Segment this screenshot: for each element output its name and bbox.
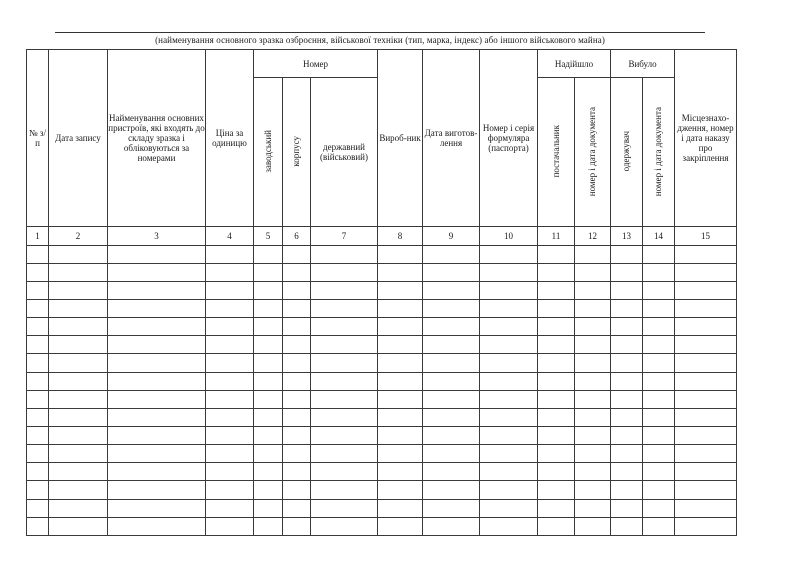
table-cell[interactable] xyxy=(378,300,423,318)
table-cell[interactable] xyxy=(311,463,378,481)
table-cell[interactable] xyxy=(675,300,737,318)
table-cell[interactable] xyxy=(423,499,480,517)
table-cell[interactable] xyxy=(108,463,206,481)
table-cell[interactable] xyxy=(378,336,423,354)
header-form-number: Номер і серія формуляра (паспорта) xyxy=(480,50,538,227)
table-cell[interactable] xyxy=(575,408,611,426)
table-cell[interactable] xyxy=(538,245,575,263)
table-cell[interactable] xyxy=(643,517,675,535)
header-departed-document: номер і дата документа xyxy=(643,78,675,227)
table-cell[interactable] xyxy=(575,445,611,463)
column-number-cell: 5 xyxy=(254,227,283,245)
header-device-name: Найменування основних пристроїв, які входять до складу зразка і обліковуються за номерами xyxy=(108,50,206,227)
table-cell[interactable] xyxy=(480,318,538,336)
table-cell[interactable] xyxy=(480,426,538,444)
table-cell[interactable] xyxy=(283,372,311,390)
table-cell[interactable] xyxy=(675,263,737,281)
header-entry-date: Дата запису xyxy=(49,50,108,227)
table-cell[interactable] xyxy=(611,300,643,318)
table-cell[interactable] xyxy=(206,372,254,390)
table-cell[interactable] xyxy=(108,481,206,499)
table-cell[interactable] xyxy=(575,245,611,263)
column-number-cell: 2 xyxy=(49,227,108,245)
table-cell[interactable] xyxy=(675,245,737,263)
table-cell[interactable] xyxy=(575,426,611,444)
table-cell[interactable] xyxy=(283,390,311,408)
table-cell[interactable] xyxy=(27,354,49,372)
table-cell[interactable] xyxy=(283,354,311,372)
table-cell[interactable] xyxy=(108,445,206,463)
table-cell[interactable] xyxy=(311,245,378,263)
table-cell[interactable] xyxy=(378,318,423,336)
table-cell[interactable] xyxy=(206,517,254,535)
table-cell[interactable] xyxy=(423,245,480,263)
table-row xyxy=(27,408,737,426)
table-cell[interactable] xyxy=(206,445,254,463)
table-cell[interactable] xyxy=(643,499,675,517)
table-cell[interactable] xyxy=(611,263,643,281)
table-cell[interactable] xyxy=(108,354,206,372)
table-cell[interactable] xyxy=(49,281,108,299)
table-cell[interactable] xyxy=(254,481,283,499)
table-cell[interactable] xyxy=(480,390,538,408)
table-cell[interactable] xyxy=(423,300,480,318)
table-row xyxy=(27,263,737,281)
table-cell[interactable] xyxy=(643,481,675,499)
table-cell[interactable] xyxy=(49,463,108,481)
table-cell[interactable] xyxy=(480,408,538,426)
table-cell[interactable] xyxy=(254,372,283,390)
table-row xyxy=(27,426,737,444)
table-cell[interactable] xyxy=(423,281,480,299)
table-cell[interactable] xyxy=(206,481,254,499)
table-cell[interactable] xyxy=(675,426,737,444)
table-cell[interactable] xyxy=(611,372,643,390)
table-cell[interactable] xyxy=(675,481,737,499)
table-cell[interactable] xyxy=(611,318,643,336)
table-cell[interactable] xyxy=(538,263,575,281)
column-number-cell: 4 xyxy=(206,227,254,245)
column-number-cell: 14 xyxy=(643,227,675,245)
table-cell[interactable] xyxy=(283,463,311,481)
table-cell[interactable] xyxy=(49,445,108,463)
table-row xyxy=(27,445,737,463)
table-cell[interactable] xyxy=(254,390,283,408)
table-cell[interactable] xyxy=(575,372,611,390)
table-cell[interactable] xyxy=(675,463,737,481)
table-cell[interactable] xyxy=(675,445,737,463)
table-cell[interactable] xyxy=(254,517,283,535)
table-cell[interactable] xyxy=(27,481,49,499)
table-cell[interactable] xyxy=(254,499,283,517)
table-cell[interactable] xyxy=(480,336,538,354)
table-cell[interactable] xyxy=(27,245,49,263)
table-cell[interactable] xyxy=(480,517,538,535)
table-cell[interactable] xyxy=(643,408,675,426)
table-cell[interactable] xyxy=(378,426,423,444)
table-cell[interactable] xyxy=(378,245,423,263)
table-cell[interactable] xyxy=(538,426,575,444)
table-cell[interactable] xyxy=(675,281,737,299)
table-cell[interactable] xyxy=(311,426,378,444)
table-cell[interactable] xyxy=(108,499,206,517)
table-cell[interactable] xyxy=(423,481,480,499)
table-cell[interactable] xyxy=(283,445,311,463)
table-cell[interactable] xyxy=(675,517,737,535)
table-cell[interactable] xyxy=(254,336,283,354)
table-cell[interactable] xyxy=(206,300,254,318)
table-cell[interactable] xyxy=(283,481,311,499)
column-number-cell: 10 xyxy=(480,227,538,245)
table-cell[interactable] xyxy=(538,336,575,354)
table-row xyxy=(27,463,737,481)
table-cell[interactable] xyxy=(283,408,311,426)
table-cell[interactable] xyxy=(378,463,423,481)
table-cell[interactable] xyxy=(423,318,480,336)
column-number-cell: 13 xyxy=(611,227,643,245)
table-cell[interactable] xyxy=(675,390,737,408)
table-cell[interactable] xyxy=(480,263,538,281)
table-cell[interactable] xyxy=(538,300,575,318)
column-number-row xyxy=(27,227,737,245)
header-state-number: державний (військовий) xyxy=(311,78,378,227)
table-cell[interactable] xyxy=(480,354,538,372)
table-cell[interactable] xyxy=(206,408,254,426)
table-cell[interactable] xyxy=(311,499,378,517)
table-cell[interactable] xyxy=(206,263,254,281)
table-cell[interactable] xyxy=(423,445,480,463)
table-cell[interactable] xyxy=(423,517,480,535)
table-cell[interactable] xyxy=(49,426,108,444)
table-cell[interactable] xyxy=(378,517,423,535)
table-cell[interactable] xyxy=(254,408,283,426)
column-number-cell: 7 xyxy=(311,227,378,245)
table-cell[interactable] xyxy=(27,281,49,299)
header-hull-number: корпусу xyxy=(283,78,311,227)
column-number-cell: 9 xyxy=(423,227,480,245)
header-received-document: номер і дата документа xyxy=(575,78,611,227)
table-cell[interactable] xyxy=(27,517,49,535)
table-row xyxy=(27,481,737,499)
table-cell[interactable] xyxy=(311,408,378,426)
table-cell[interactable] xyxy=(27,445,49,463)
table-cell[interactable] xyxy=(49,499,108,517)
table-cell[interactable] xyxy=(538,318,575,336)
table-cell[interactable] xyxy=(611,463,643,481)
header-row-1 xyxy=(27,50,737,78)
column-number-cell: 8 xyxy=(378,227,423,245)
table-cell[interactable] xyxy=(254,463,283,481)
table-cell[interactable] xyxy=(378,263,423,281)
table-cell[interactable] xyxy=(206,390,254,408)
table-cell[interactable] xyxy=(283,300,311,318)
table-cell[interactable] xyxy=(108,517,206,535)
table-cell[interactable] xyxy=(643,336,675,354)
table-cell[interactable] xyxy=(27,300,49,318)
table-cell[interactable] xyxy=(480,445,538,463)
table-cell[interactable] xyxy=(480,281,538,299)
table-cell[interactable] xyxy=(27,463,49,481)
table-cell[interactable] xyxy=(206,463,254,481)
column-number-cell: 11 xyxy=(538,227,575,245)
table-cell[interactable] xyxy=(538,463,575,481)
table-cell[interactable] xyxy=(538,372,575,390)
table-cell[interactable] xyxy=(283,281,311,299)
table-cell[interactable] xyxy=(675,499,737,517)
table-cell[interactable] xyxy=(27,426,49,444)
table-cell[interactable] xyxy=(538,408,575,426)
table-cell[interactable] xyxy=(611,336,643,354)
table-cell[interactable] xyxy=(675,372,737,390)
table-cell[interactable] xyxy=(27,408,49,426)
table-cell[interactable] xyxy=(611,481,643,499)
table-row xyxy=(27,281,737,299)
table-cell[interactable] xyxy=(206,336,254,354)
column-number-cell: 12 xyxy=(575,227,611,245)
table-cell[interactable] xyxy=(311,318,378,336)
table-cell[interactable] xyxy=(643,245,675,263)
column-number-cell: 3 xyxy=(108,227,206,245)
table-cell[interactable] xyxy=(378,408,423,426)
table-cell[interactable] xyxy=(611,354,643,372)
table-cell[interactable] xyxy=(49,408,108,426)
table-cell[interactable] xyxy=(643,263,675,281)
header-group-received: Надійшло xyxy=(538,50,611,78)
table-cell[interactable] xyxy=(643,281,675,299)
table-cell[interactable] xyxy=(254,318,283,336)
table-cell[interactable] xyxy=(611,499,643,517)
table-cell[interactable] xyxy=(423,263,480,281)
table-row xyxy=(27,390,737,408)
table-cell[interactable] xyxy=(575,336,611,354)
table-cell[interactable] xyxy=(254,263,283,281)
header-supplier: постачальник xyxy=(538,78,575,227)
inventory-ledger-table xyxy=(26,49,737,536)
table-cell[interactable] xyxy=(49,390,108,408)
table-cell[interactable] xyxy=(643,390,675,408)
table-cell[interactable] xyxy=(27,263,49,281)
table-cell[interactable] xyxy=(283,336,311,354)
table-cell[interactable] xyxy=(283,517,311,535)
table-cell[interactable] xyxy=(283,426,311,444)
table-cell[interactable] xyxy=(108,300,206,318)
form-caption: (найменування основного зразка озброєння, військової техніки (тип, марка, індекс) або іншого військового майна) xyxy=(155,35,605,45)
header-manufacture-date: Дата виготов-лення xyxy=(423,50,480,227)
table-cell[interactable] xyxy=(311,390,378,408)
table-cell[interactable] xyxy=(254,300,283,318)
table-cell[interactable] xyxy=(49,300,108,318)
table-cell[interactable] xyxy=(643,445,675,463)
table-cell[interactable] xyxy=(538,281,575,299)
table-cell[interactable] xyxy=(538,390,575,408)
table-cell[interactable] xyxy=(49,318,108,336)
caption-line xyxy=(55,32,705,33)
table-cell[interactable] xyxy=(27,318,49,336)
table-cell[interactable] xyxy=(378,281,423,299)
table-cell[interactable] xyxy=(575,263,611,281)
table-cell[interactable] xyxy=(575,318,611,336)
table-cell[interactable] xyxy=(49,481,108,499)
table-cell[interactable] xyxy=(611,408,643,426)
table-cell[interactable] xyxy=(480,372,538,390)
table-cell[interactable] xyxy=(538,481,575,499)
table-cell[interactable] xyxy=(283,263,311,281)
table-cell[interactable] xyxy=(311,517,378,535)
table-cell[interactable] xyxy=(254,426,283,444)
table-cell[interactable] xyxy=(311,263,378,281)
table-cell[interactable] xyxy=(283,318,311,336)
header-group-number: Номер xyxy=(254,50,378,78)
table-cell[interactable] xyxy=(675,354,737,372)
table-cell[interactable] xyxy=(575,300,611,318)
table-cell[interactable] xyxy=(423,372,480,390)
header-group-departed: Вибуло xyxy=(611,50,675,78)
table-cell[interactable] xyxy=(254,281,283,299)
table-cell[interactable] xyxy=(675,336,737,354)
table-row xyxy=(27,318,737,336)
table-cell[interactable] xyxy=(206,281,254,299)
table-cell[interactable] xyxy=(423,408,480,426)
table-cell[interactable] xyxy=(423,463,480,481)
table-row xyxy=(27,354,737,372)
table-cell[interactable] xyxy=(49,517,108,535)
column-number-cell: 6 xyxy=(283,227,311,245)
table-cell[interactable] xyxy=(311,300,378,318)
table-cell[interactable] xyxy=(108,245,206,263)
table-cell[interactable] xyxy=(611,281,643,299)
table-cell[interactable] xyxy=(311,354,378,372)
table-cell[interactable] xyxy=(575,463,611,481)
table-cell[interactable] xyxy=(643,300,675,318)
header-row-number: № з/п xyxy=(27,50,49,227)
table-cell[interactable] xyxy=(423,336,480,354)
table-cell[interactable] xyxy=(206,245,254,263)
header-unit-price: Ціна за одиницю xyxy=(206,50,254,227)
table-cell[interactable] xyxy=(254,445,283,463)
table-cell[interactable] xyxy=(206,426,254,444)
table-cell[interactable] xyxy=(27,390,49,408)
table-cell[interactable] xyxy=(538,445,575,463)
table-cell[interactable] xyxy=(675,408,737,426)
table-cell[interactable] xyxy=(49,354,108,372)
table-cell[interactable] xyxy=(538,499,575,517)
table-cell[interactable] xyxy=(643,354,675,372)
table-cell[interactable] xyxy=(49,336,108,354)
header-recipient: одержувач xyxy=(611,78,643,227)
table-cell[interactable] xyxy=(643,463,675,481)
table-cell[interactable] xyxy=(575,354,611,372)
table-cell[interactable] xyxy=(423,354,480,372)
table-cell[interactable] xyxy=(311,445,378,463)
column-number-cell: 1 xyxy=(27,227,49,245)
header-factory-number: заводський xyxy=(254,78,283,227)
table-cell[interactable] xyxy=(538,354,575,372)
table-cell[interactable] xyxy=(611,245,643,263)
table-row xyxy=(27,300,737,318)
table-cell[interactable] xyxy=(675,318,737,336)
table-cell[interactable] xyxy=(311,372,378,390)
table-cell[interactable] xyxy=(254,245,283,263)
table-cell[interactable] xyxy=(27,372,49,390)
table-cell[interactable] xyxy=(206,499,254,517)
table-cell[interactable] xyxy=(611,390,643,408)
table-cell[interactable] xyxy=(49,372,108,390)
table-cell[interactable] xyxy=(27,499,49,517)
table-cell[interactable] xyxy=(423,426,480,444)
table-cell[interactable] xyxy=(108,426,206,444)
table-cell[interactable] xyxy=(283,245,311,263)
table-row xyxy=(27,336,737,354)
table-cell[interactable] xyxy=(378,445,423,463)
table-row xyxy=(27,372,737,390)
table-cell[interactable] xyxy=(311,481,378,499)
table-cell[interactable] xyxy=(611,445,643,463)
table-cell[interactable] xyxy=(643,318,675,336)
table-cell[interactable] xyxy=(378,481,423,499)
table-cell[interactable] xyxy=(643,426,675,444)
table-cell[interactable] xyxy=(643,372,675,390)
table-cell[interactable] xyxy=(480,463,538,481)
table-cell[interactable] xyxy=(378,499,423,517)
table-cell[interactable] xyxy=(311,281,378,299)
table-cell[interactable] xyxy=(575,281,611,299)
table-cell[interactable] xyxy=(575,481,611,499)
table-cell[interactable] xyxy=(108,390,206,408)
column-number-cell: 15 xyxy=(675,227,737,245)
table-cell[interactable] xyxy=(311,336,378,354)
header-manufacturer: Вироб-ник xyxy=(378,50,423,227)
table-cell[interactable] xyxy=(480,245,538,263)
table-cell[interactable] xyxy=(108,281,206,299)
table-cell[interactable] xyxy=(378,390,423,408)
table-cell[interactable] xyxy=(575,517,611,535)
table-cell[interactable] xyxy=(480,499,538,517)
table-cell[interactable] xyxy=(49,263,108,281)
table-cell[interactable] xyxy=(27,336,49,354)
table-cell[interactable] xyxy=(378,354,423,372)
table-row xyxy=(27,499,737,517)
table-cell[interactable] xyxy=(108,372,206,390)
table-cell[interactable] xyxy=(206,318,254,336)
table-row xyxy=(27,517,737,535)
table-row xyxy=(27,245,737,263)
table-cell[interactable] xyxy=(575,499,611,517)
table-cell[interactable] xyxy=(538,517,575,535)
table-cell[interactable] xyxy=(254,354,283,372)
table-cell[interactable] xyxy=(206,354,254,372)
table-cell[interactable] xyxy=(378,372,423,390)
table-cell[interactable] xyxy=(108,318,206,336)
header-location: Місцезнахо-дження, номер і дата наказу про закріплення xyxy=(675,50,737,227)
table-cell[interactable] xyxy=(108,336,206,354)
table-cell[interactable] xyxy=(49,245,108,263)
table-cell[interactable] xyxy=(108,263,206,281)
table-cell[interactable] xyxy=(480,481,538,499)
table-cell[interactable] xyxy=(283,499,311,517)
table-cell[interactable] xyxy=(575,390,611,408)
table-cell[interactable] xyxy=(108,408,206,426)
table-cell[interactable] xyxy=(423,390,480,408)
table-cell[interactable] xyxy=(611,517,643,535)
table-cell[interactable] xyxy=(611,426,643,444)
table-cell[interactable] xyxy=(480,300,538,318)
